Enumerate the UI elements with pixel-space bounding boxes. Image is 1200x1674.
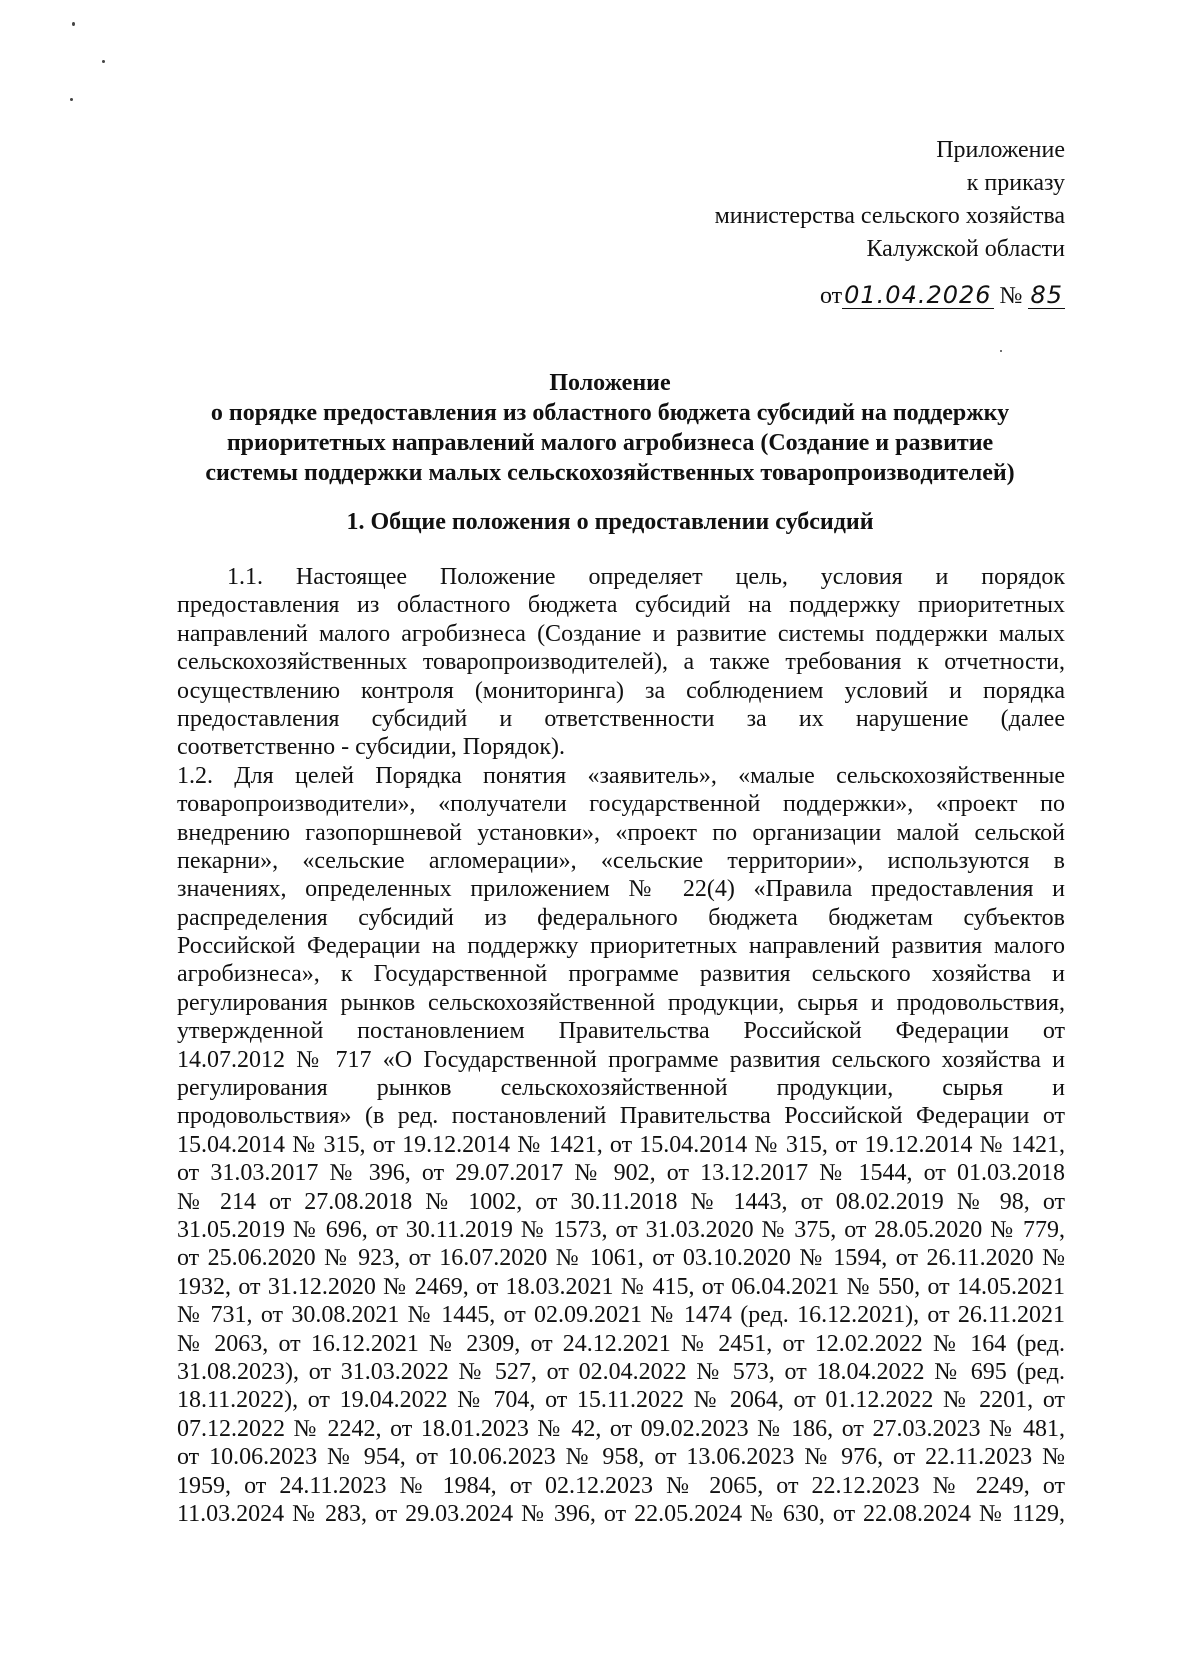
order-number: 85 [1030, 281, 1063, 309]
paragraph-line: регулирования рынков сельскохозяйственной продукции, сырья и [177, 1075, 1065, 1102]
paragraph-line: 1.1. Настоящее Положение определяет цель, условия и порядок [227, 564, 1065, 590]
paragraph-line: № 214 от 27.08.2018 № 1002, от 30.11.2018 № 1443, от 08.02.2019 № 98, от [177, 1188, 1065, 1215]
paragraph-line: предоставления субсидий и ответственности за их нарушение (далее [177, 705, 1065, 732]
paragraph-line: 1959, от 24.11.2023 № 1984, от 02.12.2023 № 2065, от 22.12.2023 № 2249, от [177, 1472, 1065, 1499]
paragraph-line: 31.05.2019 № 696, от 30.11.2019 № 1573, от 31.03.2020 № 375, от 28.05.2020 № 779, [177, 1216, 1065, 1243]
number-label: № [999, 283, 1023, 309]
paragraph-line: осуществлению контроля (мониторинга) за соблюдением условий и порядка [177, 677, 1065, 704]
annex-line: к приказу [966, 170, 1065, 196]
document-title [150, 368, 1070, 488]
paragraph-line: предоставления из областного бюджета субсидий на поддержку приоритетных [177, 592, 1065, 619]
paragraph-line: 11.03.2024 № 283, от 29.03.2024 № 396, от 22.05.2024 № 630, от 22.08.2024 № 1129, [177, 1500, 1065, 1527]
paragraph-line: пекарни», «сельские агломерации», «сельские территории», используются в [177, 847, 1065, 874]
from-label: от [819, 283, 843, 309]
title-line: приоритетных направлений малого агробизнеса (Создание и развитие [226, 430, 994, 456]
paragraph-line: сельскохозяйственных товаропроизводителей), а также требования к отчетности, [177, 649, 1065, 676]
paragraph-line: от 31.03.2017 № 396, от 29.07.2017 № 902, от 13.12.2017 № 1544, от 01.03.2018 [177, 1160, 1065, 1187]
paragraph-line: соответственно - субсидии, Порядок). [177, 734, 565, 761]
paragraph-line: товаропроизводители», «получатели государственной поддержки», «проект по [177, 791, 1065, 818]
paragraph-line: № 2063, от 16.12.2021 № 2309, от 24.12.2021 № 2451, от 12.02.2022 № 164 (ред. [177, 1330, 1065, 1357]
paragraph-line: распределения субсидий из федерального бюджета бюджетам субъектов [177, 904, 1065, 931]
section-heading: 1. Общие положения о предоставлении субсидий [346, 509, 874, 535]
order-date: 01.04.2026 [844, 281, 992, 309]
paragraph-line: от 25.06.2020 № 923, от 16.07.2020 № 1061, от 03.10.2020 № 1594, от 26.11.2020 № [177, 1245, 1065, 1272]
annex-line: министерства сельского хозяйства [714, 203, 1065, 229]
paragraph-line: 1932, от 31.12.2020 № 2469, от 18.03.2021 № 415, от 06.04.2021 № 550, от 14.05.2021 [177, 1273, 1065, 1300]
title-line: Положение [549, 370, 671, 396]
paragraph-line: 14.07.2012 № 717 «О Государственной программе развития сельского хозяйства и [177, 1046, 1065, 1073]
paragraph-line: 15.04.2014 № 315, от 19.12.2014 № 1421, от 15.04.2014 № 315, от 19.12.2014 № 1421, [177, 1131, 1065, 1158]
paragraph-line: Российской Федерации на поддержку приоритетных направлений развития малого [177, 933, 1065, 960]
paragraph-line: 31.08.2023), от 31.03.2022 № 527, от 02.04.2022 № 573, от 18.04.2022 № 695 (ред. [177, 1358, 1065, 1385]
paragraph-line: регулирования рынков сельскохозяйственной продукции, сырья и продовольствия, [177, 989, 1065, 1016]
scan-speck [72, 22, 75, 26]
title-line: о порядке предоставления из областного бюджета субсидий на поддержку [210, 400, 1010, 426]
annex-line: Калужской области [866, 236, 1065, 262]
paragraph-line: 07.12.2022 № 2242, от 18.01.2023 № 42, от 09.02.2023 № 186, от 27.03.2023 № 481, [177, 1415, 1065, 1442]
paragraph-line: № 731, от 30.08.2021 № 1445, от 02.09.2021 № 1474 (ред. 16.12.2021), от 26.11.2021 [177, 1302, 1065, 1329]
paragraph-line: значениях, определенных приложением № 22(4) «Правила предоставления и [177, 876, 1065, 903]
paragraph-line: 18.11.2022), от 19.04.2022 № 704, от 15.11.2022 № 2064, от 01.12.2022 № 2201, от [177, 1387, 1065, 1414]
scan-speck [70, 98, 73, 101]
paragraph-line: 1.2. Для целей Порядка понятия «заявитель», «малые сельскохозяйственные [177, 762, 1065, 789]
title-line: системы поддержки малых сельскохозяйственных товаропроизводителей) [205, 460, 1015, 486]
annex-block [715, 134, 1065, 266]
annex-line: Приложение [936, 137, 1065, 163]
paragraph-line: от 10.06.2023 № 954, от 10.06.2023 № 958, от 13.06.2023 № 976, от 22.11.2023 № [177, 1444, 1065, 1471]
paragraph-line: направлений малого агробизнеса (Создание и развитие системы поддержки малых [177, 620, 1065, 647]
paragraph-line: внедрению газопоршневой установки», «проект по организации малой сельской [177, 819, 1065, 846]
order-date-line [820, 280, 1065, 313]
body-text [177, 563, 1065, 1528]
paragraph-line: агробизнеса», к Государственной программе развития сельского хозяйства и [177, 961, 1065, 988]
paragraph-line: утвержденной постановлением Правительства Российской Федерации от [177, 1018, 1065, 1045]
scan-speck [1000, 350, 1002, 352]
scan-speck [102, 60, 105, 63]
paragraph-line: продовольствия» (в ред. постановлений Правительства Российской Федерации от [177, 1103, 1065, 1130]
